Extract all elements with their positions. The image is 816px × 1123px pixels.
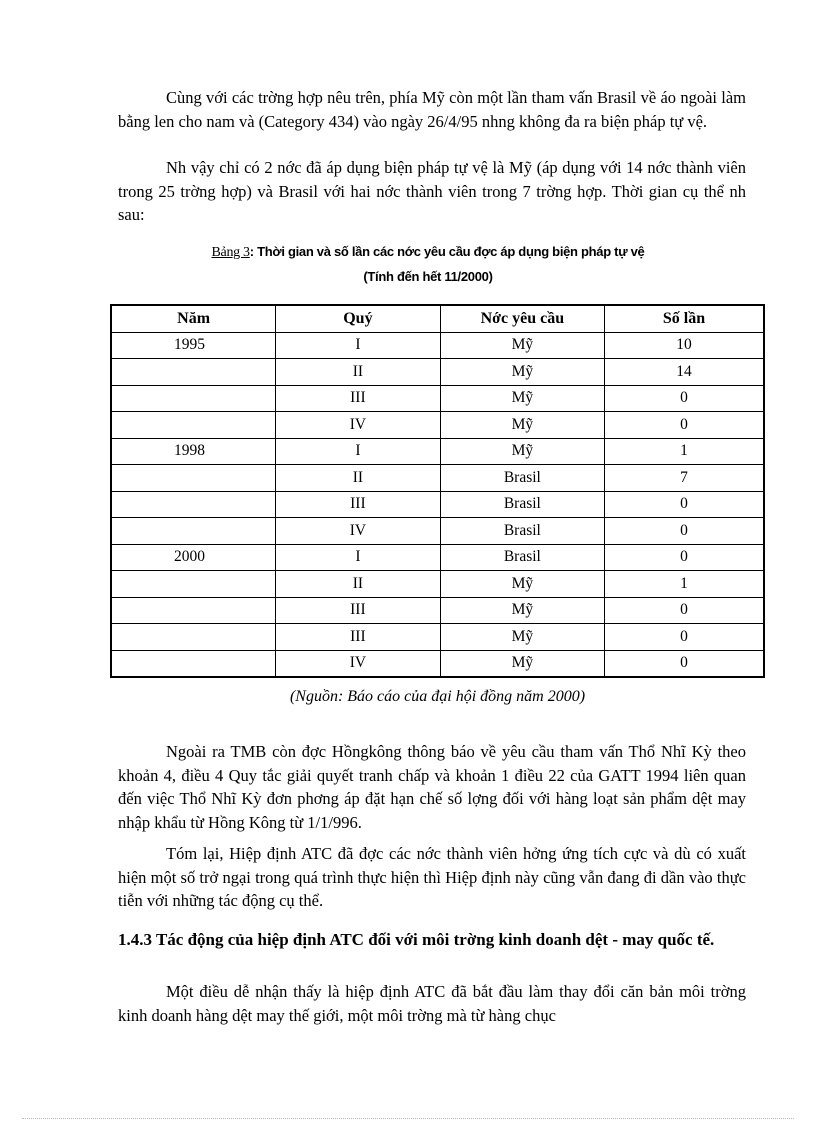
paragraph-safeguard-summary: Nh vậy chỉ có 2 nớc đã áp dụng biện pháp tự vệ là Mỹ (áp dụng với 14 nớc thành viên trong 25 trờng hợp) và Brasil với hai nớc thành viên trong 7 trờng hợp. Thời gian cụ thể nh sau: <box>118 158 746 224</box>
header-year: Năm <box>111 305 276 332</box>
cell-year <box>111 385 276 412</box>
table-row <box>111 650 764 677</box>
cell-country: Mỹ <box>440 332 604 359</box>
table-row <box>111 412 764 439</box>
cell-count: 1 <box>605 438 764 465</box>
cell-year <box>111 597 276 624</box>
cell-count: 0 <box>605 624 764 651</box>
cell-year: 1995 <box>111 332 276 359</box>
cell-year <box>111 359 276 386</box>
table-body <box>111 332 764 677</box>
cell-quarter: II <box>276 465 440 492</box>
cell-country: Mỹ <box>440 385 604 412</box>
cell-country: Brasil <box>440 544 604 571</box>
paragraph-tmb-hongkong: Ngoài ra TMB còn đợc Hồngkông thông báo về yêu cầu tham vấn Thổ Nhĩ Kỳ theo khoản 4, điều 4 Quy tắc giải quyết tranh chấp và khoản 1 điều 22 của GATT 1994 liên quan đến việc Thổ Nhĩ Kỳ đơn phơng áp đặt hạn chế số lợng đối với hàng loạt sản phẩm dệt may nhập khẩu từ Hồng Kông từ 1/1/996. <box>118 742 746 832</box>
cell-count: 0 <box>605 650 764 677</box>
table-caption-subtitle: (Tính đến hết 11/2000) <box>363 269 493 284</box>
cell-quarter: II <box>276 359 440 386</box>
cell-country: Mỹ <box>440 359 604 386</box>
cell-year <box>111 412 276 439</box>
cell-year <box>111 624 276 651</box>
table-row <box>111 624 764 651</box>
table-caption-title: : Thời gian và số lần các nớc yêu cầu đợc áp dụng biện pháp tự vệ <box>249 244 645 259</box>
cell-count: 1 <box>605 571 764 598</box>
table-row <box>111 385 764 412</box>
footer-divider <box>22 1118 794 1119</box>
table-caption-label: Bảng 3 <box>211 245 250 260</box>
cell-quarter: IV <box>276 650 440 677</box>
cell-count: 14 <box>605 359 764 386</box>
cell-year: 1998 <box>111 438 276 465</box>
cell-country: Mỹ <box>440 650 604 677</box>
cell-quarter: III <box>276 597 440 624</box>
cell-country: Mỹ <box>440 624 604 651</box>
cell-count: 0 <box>605 544 764 571</box>
header-country: Nớc yêu cầu <box>440 305 604 332</box>
cell-country: Mỹ <box>440 438 604 465</box>
cell-country: Mỹ <box>440 597 604 624</box>
table-row <box>111 438 764 465</box>
table-row <box>111 518 764 545</box>
cell-quarter: IV <box>276 412 440 439</box>
cell-count: 0 <box>605 597 764 624</box>
table-row <box>111 571 764 598</box>
table-source: (Nguồn: Báo cáo của đại hội đồng năm 2000) <box>289 688 586 705</box>
table-header-row <box>111 305 764 332</box>
paragraph-business-environment: Một điều dễ nhận thấy là hiệp định ATC đã bắt đầu làm thay đổi căn bản môi trờng kinh doanh hàng dệt may thế giới, một môi trờng mà từ hàng chục <box>118 982 746 1025</box>
paragraph-consultation-brasil: Cùng với các trờng hợp nêu trên, phía Mỹ còn một lần tham vấn Brasil về áo ngoài làm bằng len cho nam và (Category 434) vào ngày 26/4/95 nhng không đa ra biện pháp tự vệ. <box>118 88 746 131</box>
table-row <box>111 544 764 571</box>
safeguard-table <box>110 304 765 678</box>
cell-country: Brasil <box>440 491 604 518</box>
cell-quarter: I <box>276 544 440 571</box>
cell-count: 0 <box>605 518 764 545</box>
cell-country: Mỹ <box>440 571 604 598</box>
header-count: Số lần <box>605 305 764 332</box>
cell-count: 0 <box>605 412 764 439</box>
cell-country: Brasil <box>440 518 604 545</box>
cell-quarter: II <box>276 571 440 598</box>
cell-quarter: III <box>276 385 440 412</box>
table-row <box>111 491 764 518</box>
cell-count: 7 <box>605 465 764 492</box>
cell-count: 10 <box>605 332 764 359</box>
cell-quarter: III <box>276 624 440 651</box>
cell-year <box>111 465 276 492</box>
section-heading: 1.4.3 Tác động của hiệp định ATC đối với môi trờng kinh doanh dệt - may quốc tế. <box>118 930 715 949</box>
cell-quarter: I <box>276 438 440 465</box>
cell-quarter: I <box>276 332 440 359</box>
cell-year: 2000 <box>111 544 276 571</box>
cell-country: Mỹ <box>440 412 604 439</box>
cell-quarter: III <box>276 491 440 518</box>
table-row <box>111 465 764 492</box>
cell-country: Brasil <box>440 465 604 492</box>
cell-count: 0 <box>605 491 764 518</box>
paragraph-conclusion: Tóm lại, Hiệp định ATC đã đợc các nớc thành viên hởng ứng tích cực và dù có xuất hiện một số trở ngại trong quá trình thực hiện thì Hiệp định này cũng vẫn đang đi dần vào thực tiễn với những tác động cụ thể. <box>118 844 746 910</box>
table-row <box>111 332 764 359</box>
table-row <box>111 597 764 624</box>
header-quarter: Quý <box>276 305 440 332</box>
table-row <box>111 359 764 386</box>
cell-year <box>111 491 276 518</box>
cell-year <box>111 571 276 598</box>
cell-quarter: IV <box>276 518 440 545</box>
table-caption <box>110 240 746 289</box>
cell-count: 0 <box>605 385 764 412</box>
cell-year <box>111 650 276 677</box>
cell-year <box>111 518 276 545</box>
